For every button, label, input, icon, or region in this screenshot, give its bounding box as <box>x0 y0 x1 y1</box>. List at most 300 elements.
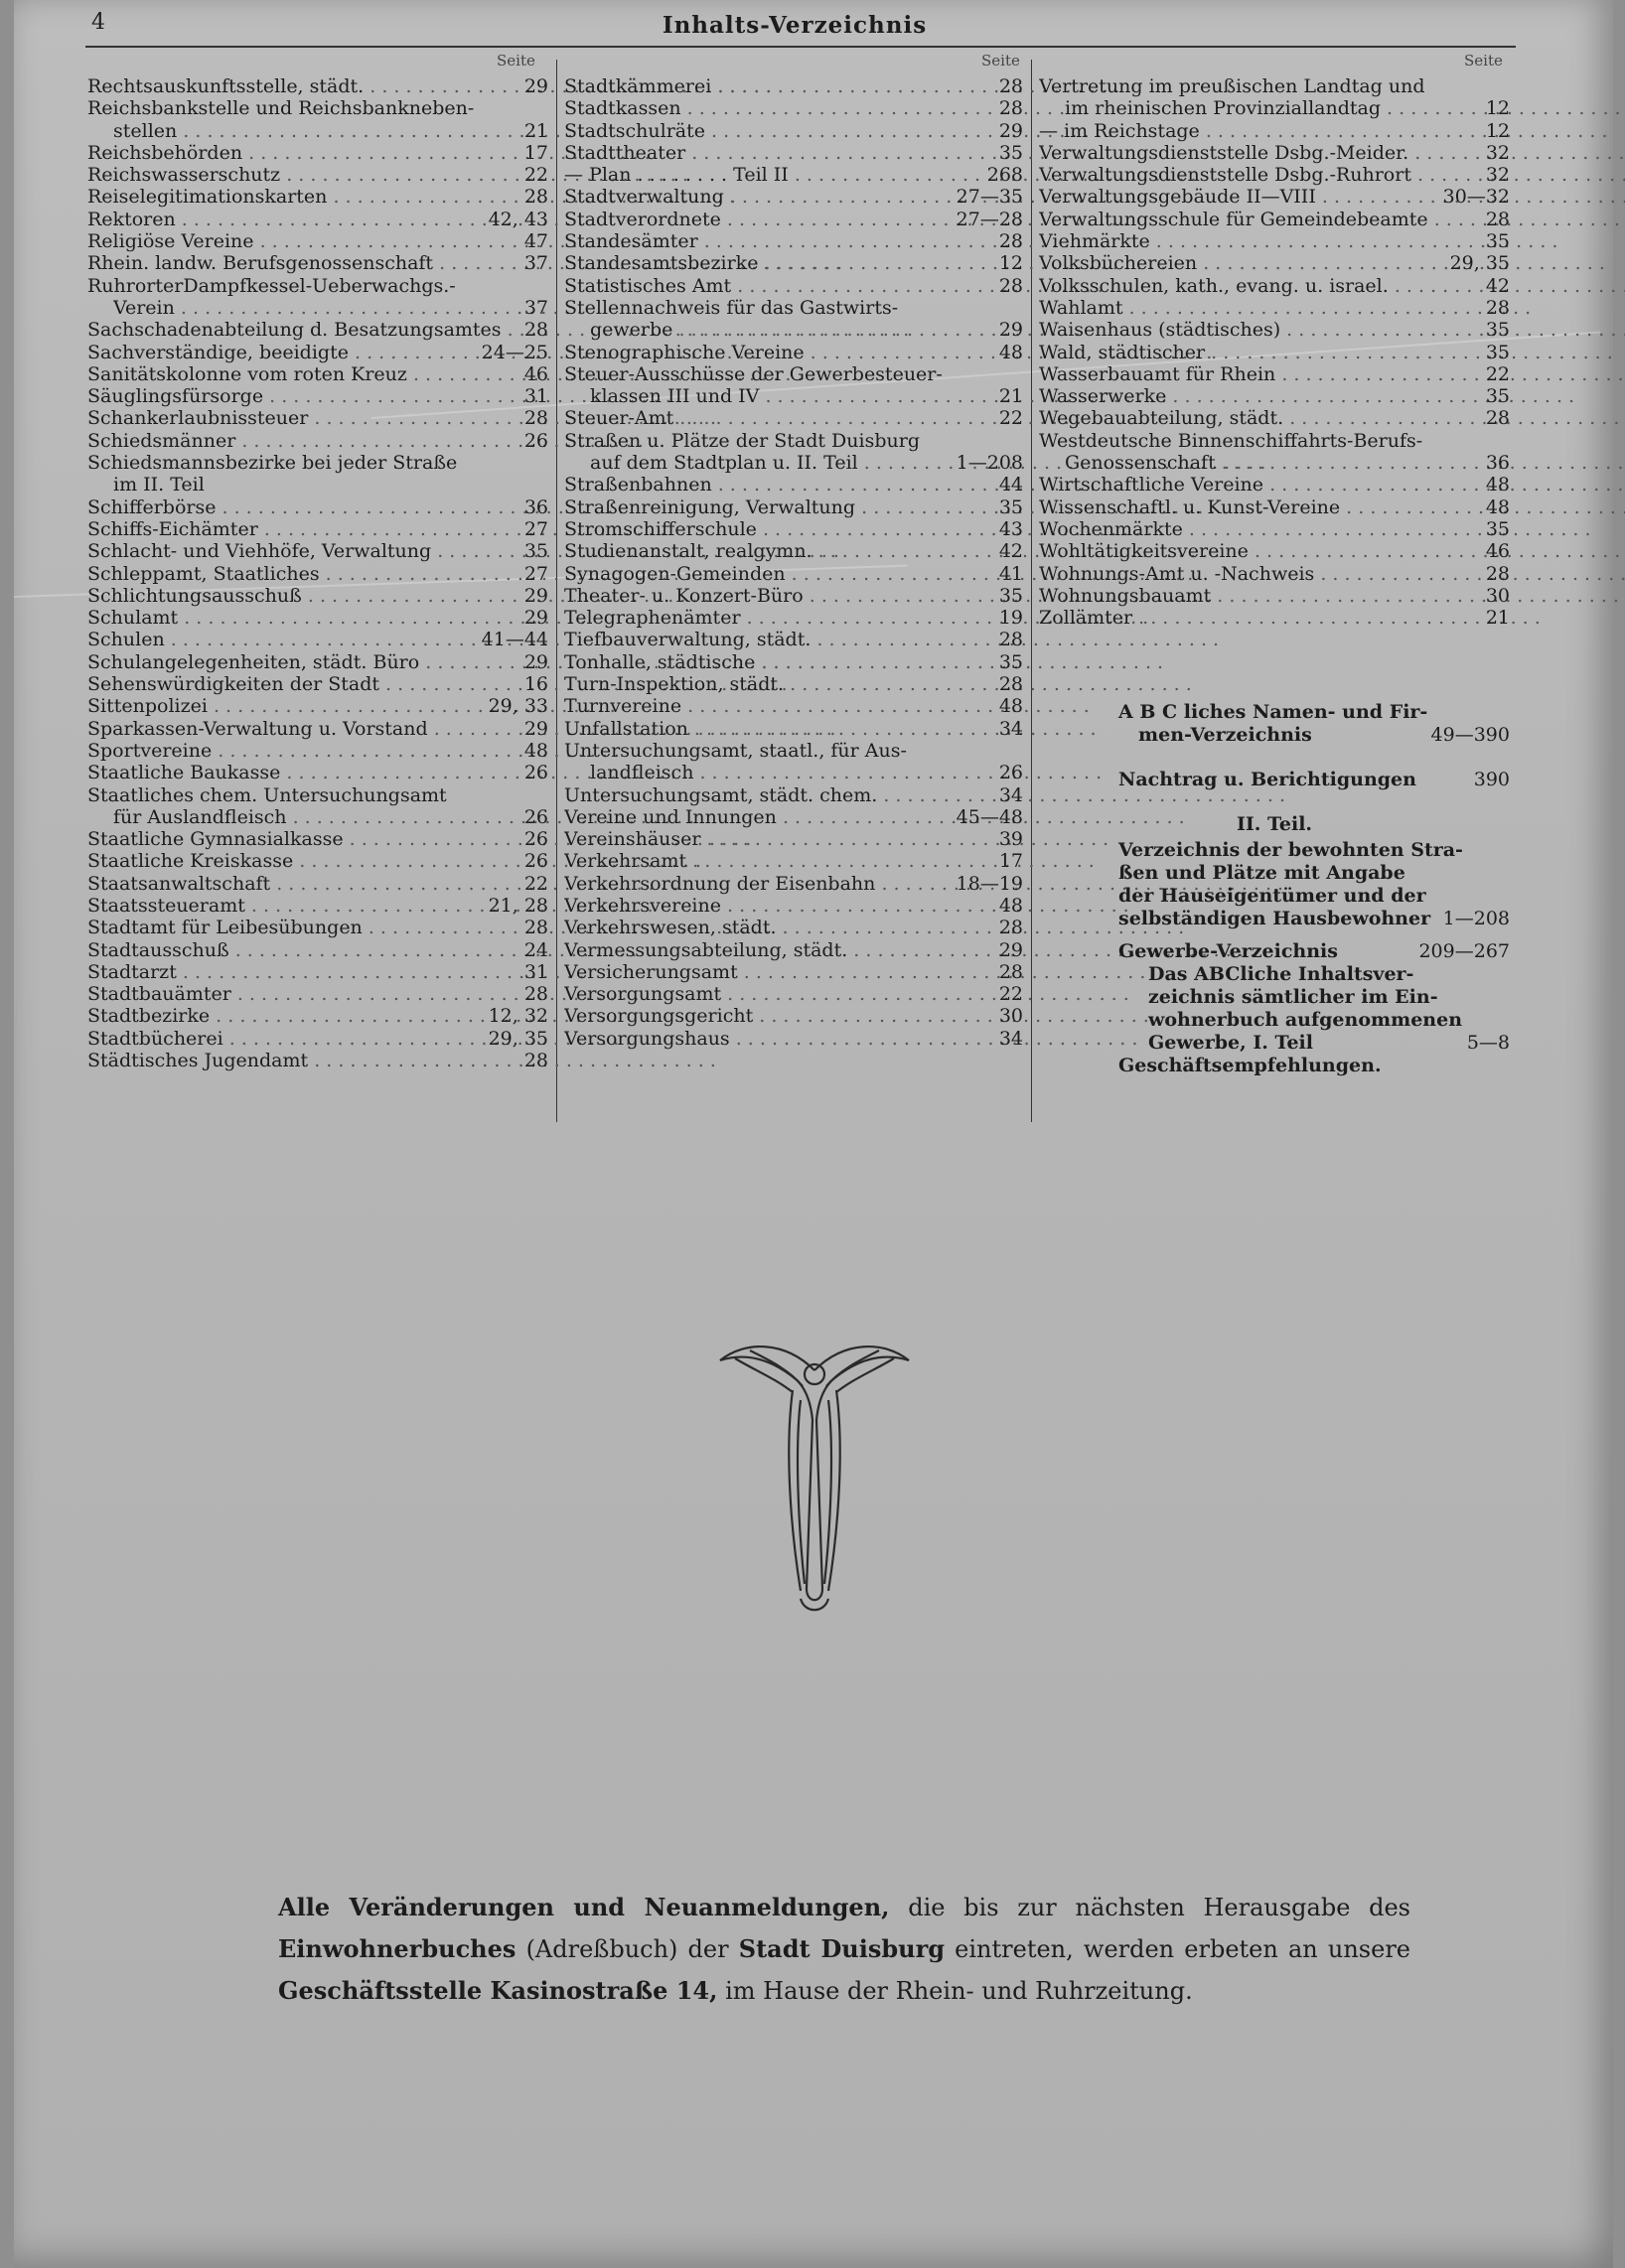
index-entry <box>564 252 1023 274</box>
index-entry-page: 29 <box>998 938 1023 961</box>
index-entry <box>1039 518 1510 540</box>
index-entry-title: Säuglingsfürsorge . . . <box>87 385 671 407</box>
notice-part: (Adreßbuch) der <box>516 1935 739 1963</box>
index-column-3 <box>1039 75 1510 629</box>
seite-label: Seite <box>497 52 535 70</box>
index-entry <box>1039 75 1510 97</box>
abc-entry: A B C liches Namen- und Fir- <box>1118 701 1428 723</box>
index-entry-title: Stromschifferschule . . . <box>564 518 1165 540</box>
index-entry <box>564 407 1023 429</box>
index-entry-title: Stadtbezirke . . . <box>87 1005 618 1027</box>
index-entry-page: 30 <box>998 1005 1023 1028</box>
index-entry-title: Schlacht- und Viehhöfe, Verwaltung . . . <box>87 540 839 562</box>
index-entry <box>1039 319 1510 341</box>
index-entry <box>564 97 1023 119</box>
index-entry-title: Telegraphenämter . . . <box>564 607 1148 629</box>
index-entry-page: 41—44 <box>481 629 548 651</box>
notice-part: Alle Veränderungen und Neuanmeldungen, <box>278 1893 890 1921</box>
index-entry-page: 26 <box>523 805 548 828</box>
index-entry-page: 18—19 <box>956 872 1023 895</box>
index-entry-title: Schleppamt, Staatliches . . . <box>87 563 727 585</box>
index-entry-page: 1—208 <box>956 452 1023 475</box>
index-entry-page: 21, 28 <box>488 894 548 917</box>
index-entry-title: Versorgungsamt . . . <box>564 983 1129 1005</box>
index-entry-title: Standesamtsbezirke . . . <box>564 252 1166 274</box>
index-entry-page: 35 <box>998 141 1023 164</box>
index-entry-page: 48 <box>523 739 548 762</box>
index-entry-page: 27—28 <box>956 208 1023 230</box>
index-entry <box>87 762 548 783</box>
teil2-line <box>1118 862 1510 885</box>
index-entry-title: Schlichtungsausschuß . . . <box>87 585 710 607</box>
page-number: 4 <box>91 10 105 35</box>
abc-inhalt-line <box>1148 1009 1510 1032</box>
nachtrag-entry: Nachtrag u. Berichtigungen 390 <box>1118 769 1510 790</box>
index-entry-title: Vermessungsabteilung, städt. . . . <box>564 939 1256 961</box>
index-entry-title: auf dem Stadtplan u. II. Teil . . . <box>590 452 1265 474</box>
index-entry-title: Staatliche Kreiskasse . . . <box>87 850 701 872</box>
index-entry-page: 29 <box>523 584 548 607</box>
index-entry <box>564 895 1023 917</box>
index-entry-title: Versorgungshaus . . . <box>564 1028 1137 1050</box>
index-entry <box>564 319 1023 341</box>
index-entry <box>87 673 548 695</box>
abc-inhalt-line-text: zeichnis sämtlicher im Ein- <box>1148 986 1438 1008</box>
index-entry-page: 22 <box>1485 362 1510 385</box>
index-entry <box>87 917 548 938</box>
gewerbe-entry: Gewerbe-Verzeichnis 209—267 <box>1118 940 1510 962</box>
index-entry <box>564 762 1023 783</box>
index-entry <box>87 430 548 452</box>
index-entry-page: 35 <box>998 584 1023 607</box>
index-entry-page: 26 <box>998 762 1023 784</box>
index-entry-title: Reichswasserschutz . . . <box>87 164 688 186</box>
seite-label: Seite <box>1464 52 1503 70</box>
index-entry-title: Schifferbörse . . . <box>87 496 624 518</box>
index-entry-title: Viehmärkte . . . <box>1039 230 1557 252</box>
teil2-line-text: Verzeichnis der bewohnten Stra- <box>1118 839 1463 861</box>
index-entry-title: Wald, städtischer . . . <box>1039 342 1613 363</box>
index-entry <box>87 540 548 562</box>
index-entry-page: 34 <box>998 783 1023 806</box>
index-column-1 <box>87 75 548 1071</box>
index-entry-page: 28 <box>523 407 548 430</box>
index-entry-page: 32 <box>1485 141 1510 164</box>
index-entry-page: 48 <box>998 695 1023 718</box>
index-entry-page: 30 <box>1485 584 1510 607</box>
index-entry-title: Verwaltungsgebäude II—VIII . . . <box>1039 186 1625 208</box>
index-entry-title: Rechtsauskunftsstelle, städt. . . . <box>87 75 772 97</box>
index-entry-title: Theater- u. Konzert-Büro . . . <box>564 585 1211 607</box>
index-entry-title: Zollämter . . . <box>1039 607 1541 629</box>
index-entry <box>87 230 548 252</box>
index-entry <box>1039 186 1510 208</box>
index-entry <box>1039 97 1510 119</box>
index-entry <box>87 518 548 540</box>
index-entry-title: Sachschadenabteilung d. Besatzungsamtes . . . <box>87 319 909 341</box>
index-entry <box>564 496 1023 518</box>
index-entry-title: Sittenpolizei . . . <box>87 695 616 717</box>
index-entry-title: Stadtverordnete . . . <box>564 209 1129 230</box>
index-entry-page: 42 <box>998 540 1023 563</box>
index-entry-page: 37 <box>523 252 548 275</box>
index-entry-title: gewerbe . . . <box>590 319 1081 341</box>
index-entry-page: 31 <box>523 385 548 408</box>
index-entry <box>564 607 1023 629</box>
index-entry-title: Schiffs-Eichämter . . . <box>87 518 665 540</box>
index-entry-page: 42 <box>1485 274 1510 297</box>
index-entry-title: Vereine und Innungen . . . <box>564 806 1185 828</box>
index-entry-page: 28 <box>1485 562 1510 585</box>
index-entry <box>87 186 548 208</box>
index-entry-title: Genossenschaft . . . <box>1065 452 1623 474</box>
index-entry <box>1039 252 1510 274</box>
index-entry-page: 22 <box>523 164 548 187</box>
abc-inhalt-line <box>1148 963 1510 986</box>
index-entry-title: Tiefbauverwaltung, städt. . . . <box>564 629 1219 650</box>
index-entry-title: Staatliche Gymnasialkasse . . . <box>87 828 751 850</box>
index-entry-title: Stadttheater . . . <box>564 142 1094 164</box>
index-entry <box>1039 120 1510 142</box>
index-entry-page: 24—25 <box>481 341 548 363</box>
index-entry-title: Rhein. landw. Berufsgenossenschaft . . . <box>87 252 841 274</box>
index-entry-title: Stenographische Vereine . . . <box>564 342 1212 363</box>
abc-inhalt-entry <box>1148 963 1510 1055</box>
index-entry-page: 36 <box>523 496 548 518</box>
index-entry-page: 47 <box>523 230 548 253</box>
index-entry-title: Volksschulen, kath., evang. u. israel. . . . <box>1039 275 1625 297</box>
index-entry-title: Stadtarzt . . . <box>87 961 585 983</box>
index-entry-page: 46 <box>1485 540 1510 563</box>
index-entry <box>564 983 1023 1005</box>
index-entry <box>564 186 1023 208</box>
index-entry-page: 35 <box>523 540 548 563</box>
index-entry <box>87 939 548 961</box>
index-entry <box>87 164 548 186</box>
index-entry <box>87 607 548 629</box>
abc-inhalt-line <box>1148 986 1510 1009</box>
index-entry-title: RuhrorterDampfkessel-Ueberwachgs.- <box>87 274 456 297</box>
index-entry-title: Steuer-Amt . . . <box>564 407 1082 429</box>
index-entry <box>1039 209 1510 230</box>
index-entry <box>564 718 1023 740</box>
index-entry <box>564 297 1023 319</box>
index-entry <box>564 540 1023 562</box>
index-entry-title: Verein . . . <box>113 297 583 319</box>
header-rule <box>85 46 1516 48</box>
index-entry-title: Schankerlaubnissteuer . . . <box>87 407 716 429</box>
teil2-line <box>1118 908 1510 930</box>
index-entry-page: 48 <box>1485 496 1510 518</box>
index-entry <box>1039 430 1510 452</box>
index-entry-title: Religiöse Vereine . . . <box>87 230 662 252</box>
index-column-2 <box>564 75 1023 1050</box>
index-entry-title: Waisenhaus (städtisches) . . . <box>1039 319 1625 341</box>
index-entry-title: Wahlamt . . . <box>1039 297 1531 319</box>
index-entry-title: Unfallstation . . . <box>564 718 1097 740</box>
index-entry <box>1039 297 1510 319</box>
index-entry <box>564 230 1023 252</box>
index-entry <box>87 142 548 164</box>
index-entry-title: Stadtverwaltung . . . <box>564 186 1131 208</box>
index-entry <box>564 342 1023 363</box>
index-entry <box>1039 407 1510 429</box>
index-entry-page: 28 <box>1485 296 1510 319</box>
index-entry-title: Volksbüchereien . . . <box>1039 252 1605 274</box>
index-entry-title: Stadtkämmerei . . . <box>564 75 1119 97</box>
index-entry-title: Staatssteueramt . . . <box>87 895 654 917</box>
index-entry <box>1039 585 1510 607</box>
index-entry-page: 39 <box>998 828 1023 851</box>
index-entry-title: Turnvereine . . . <box>564 695 1090 717</box>
index-entry-title: Rektoren . . . <box>87 209 583 230</box>
index-entry-title: Verwaltungsdienststelle Dsbg.-Ruhrort . . . <box>1039 164 1625 186</box>
index-entry-title: Standesämter . . . <box>564 230 1106 252</box>
index-entry-title: Verkehrsvereine . . . <box>564 895 1129 917</box>
index-entry-page: 37 <box>523 296 548 319</box>
index-entry <box>87 983 548 1005</box>
teil2-page: 1—208 <box>1442 908 1510 929</box>
index-entry-page: 35 <box>1485 517 1510 540</box>
index-entry <box>1039 164 1510 186</box>
index-entry <box>87 1028 548 1050</box>
index-entry-page: 28 <box>523 983 548 1006</box>
index-entry-page: 28 <box>998 75 1023 97</box>
index-entry-page: 28 <box>998 917 1023 939</box>
index-entry-title: Sportvereine . . . <box>87 740 620 762</box>
index-entry-page: 17 <box>998 850 1023 873</box>
index-entry <box>87 1050 548 1071</box>
index-entry-title: Wegebauabteilung, städt. . . . <box>1039 407 1625 429</box>
index-entry-page: 43 <box>998 517 1023 540</box>
index-entry <box>564 1028 1023 1050</box>
index-entry <box>87 563 548 585</box>
index-entry-page: 28 <box>998 97 1023 120</box>
teil2-line-text: selbständigen Hausbewohner <box>1118 908 1431 929</box>
index-entry-page: 35 <box>1485 230 1510 253</box>
index-entry-page: 28 <box>523 1050 548 1072</box>
index-entry-page: 28 <box>998 230 1023 253</box>
index-entry <box>564 917 1023 938</box>
index-entry <box>87 718 548 740</box>
index-entry-title: Wohnungs-Amt u. -Nachweis . . . <box>1039 563 1625 585</box>
index-entry-title: Straßenbahnen . . . <box>564 474 1119 496</box>
index-entry-title: — Plan . . . . . . . . Teil II . . . <box>564 164 1197 186</box>
index-entry-title: — im Reichstage . . . <box>1039 120 1608 142</box>
index-entry-title: Stadtamt für Leibesübungen . . . <box>87 917 771 938</box>
index-entry <box>87 806 548 828</box>
index-entry <box>87 828 548 850</box>
index-entry-page: 26 <box>523 762 548 784</box>
index-entry <box>564 695 1023 717</box>
index-entry <box>564 452 1023 474</box>
index-entry <box>87 496 548 518</box>
index-entry <box>564 740 1023 762</box>
index-entry-page: 29, 33 <box>488 695 548 718</box>
index-entry <box>87 585 548 607</box>
index-entry <box>564 563 1023 585</box>
index-entry <box>87 695 548 717</box>
index-entry <box>564 961 1023 983</box>
index-entry <box>564 1005 1023 1027</box>
index-entry-title: Schulangelegenheiten, städt. Büro . . . <box>87 651 827 673</box>
notice-paragraph <box>278 1887 1410 2012</box>
index-entry-title: Verkehrsamt . . . <box>564 850 1095 872</box>
index-entry-title: Stadtausschuß . . . <box>87 939 637 961</box>
index-entry-title: Steuer-Ausschüsse der Gewerbesteuer- <box>564 362 943 385</box>
index-entry-title: Sachverständige, beeidigte . . . <box>87 342 757 363</box>
abc-entry-cont: men-Verzeichnis 49—390 <box>1138 724 1510 746</box>
index-entry-title: Straßenreinigung, Verwaltung . . . <box>564 496 1263 518</box>
index-entry <box>1039 563 1510 585</box>
teil2-line-text: ßen und Plätze mit Angabe <box>1118 862 1405 884</box>
index-entry <box>1039 363 1510 385</box>
index-entry <box>1039 342 1510 363</box>
index-entry <box>564 784 1023 806</box>
index-entry-page: 28 <box>523 319 548 342</box>
index-entry-page: 24 <box>523 938 548 961</box>
index-entry-title: Westdeutsche Binnenschiffahrts-Berufs- <box>1039 429 1423 452</box>
index-entry-page: 21 <box>523 119 548 142</box>
index-entry-page: 30—32 <box>1442 186 1510 209</box>
index-entry-page: 28 <box>998 673 1023 696</box>
index-entry-page: 35 <box>998 496 1023 518</box>
index-entry <box>564 806 1023 828</box>
index-entry-title: Straßen u. Plätze der Stadt Duisburg <box>564 429 920 452</box>
index-entry-page: 26 <box>523 850 548 873</box>
index-entry <box>564 629 1023 650</box>
index-entry <box>564 164 1023 186</box>
index-entry-page: 48 <box>998 894 1023 917</box>
index-entry-page: 29, 35 <box>488 1027 548 1050</box>
index-entry <box>564 518 1023 540</box>
index-entry-page: 28 <box>523 186 548 209</box>
index-entry <box>87 97 548 119</box>
notice-part: Stadt Duisburg <box>738 1934 946 1963</box>
index-entry-page: 27 <box>523 517 548 540</box>
index-entry-title: Reiselegitimationskarten . . . <box>87 186 735 208</box>
index-entry <box>564 363 1023 385</box>
index-entry <box>87 319 548 341</box>
appendix-block <box>1039 701 1510 1077</box>
index-entry-page: 19 <box>998 607 1023 630</box>
index-entry-title: Untersuchungsamt, staatl., für Aus- <box>564 739 907 762</box>
index-entry <box>564 673 1023 695</box>
index-entry-title: Versorgungsgericht . . . <box>564 1005 1161 1027</box>
index-entry-page: 22 <box>523 872 548 895</box>
index-entry-page: 22 <box>998 407 1023 430</box>
index-entry-page: 35 <box>1485 319 1510 342</box>
geschaeft-entry: Geschäftsempfehlungen. <box>1118 1055 1382 1076</box>
index-entry <box>1039 452 1510 474</box>
index-entry <box>87 452 548 474</box>
index-entry-page: 28 <box>998 960 1023 983</box>
index-entry-page: 27—35 <box>956 186 1023 209</box>
notice-part: Einwohnerbuches <box>278 1934 517 1963</box>
index-entry <box>564 385 1023 407</box>
index-entry-page: 26 <box>523 429 548 452</box>
index-entry-page: 21 <box>1485 607 1510 630</box>
index-entry <box>1039 540 1510 562</box>
index-entry <box>87 275 548 297</box>
index-entry-title: Reichsbehörden . . . <box>87 142 651 164</box>
index-entry <box>1039 230 1510 252</box>
index-entry-page: 35 <box>1485 341 1510 363</box>
index-entry-page: 29 <box>523 75 548 97</box>
index-entry-title: Sparkassen-Verwaltung u. Vorstand . . . <box>87 718 835 740</box>
index-entry-page: 41 <box>998 562 1023 585</box>
index-entry <box>87 363 548 385</box>
index-entry-title: klassen III und IV . . . <box>590 385 1167 407</box>
index-entry <box>564 275 1023 297</box>
index-entry-page: 29, 35 <box>1449 252 1510 275</box>
index-entry-page: 12, 32 <box>488 1005 548 1028</box>
index-entry-page: 34 <box>998 1027 1023 1050</box>
index-entry-title: Verwaltungsschule für Gemeindebeamte . . . <box>1039 209 1625 230</box>
index-entry <box>564 850 1023 872</box>
index-entry-title: Statistisches Amt . . . <box>564 275 1139 297</box>
abc-inhalt-line <box>1148 1032 1510 1055</box>
index-entry-page: 31 <box>523 960 548 983</box>
index-entry <box>1039 385 1510 407</box>
index-entry-title: Schiedsmänner . . . <box>87 430 644 452</box>
index-entry-page: 45—48 <box>956 805 1023 828</box>
index-entry <box>87 252 548 274</box>
index-entry <box>564 430 1023 452</box>
index-entry-title: Turn-Inspektion, städt. . . . <box>564 673 1192 695</box>
index-entry-page: 12 <box>998 252 1023 275</box>
index-entry-page: 12 <box>1485 119 1510 142</box>
index-entry-page: 12 <box>1485 97 1510 120</box>
index-entry-page: 28 <box>998 629 1023 651</box>
index-entry-title: Staatsanwaltschaft . . . <box>87 873 678 895</box>
abc-inhalt-line-text: Das ABCliche Inhaltsver- <box>1148 963 1414 985</box>
index-entry-page: 29 <box>523 650 548 673</box>
index-entry-page: 29 <box>523 717 548 740</box>
index-entry-title: Wissenschaftl. u. Kunst-Vereine . . . <box>1039 496 1625 518</box>
index-entry <box>564 651 1023 673</box>
index-entry <box>564 939 1023 961</box>
index-entry-title: Wasserbauamt für Rhein . . . <box>1039 363 1625 385</box>
index-entry <box>564 585 1023 607</box>
index-entry-title: Versicherungsamt . . . <box>564 961 1145 983</box>
index-entry <box>1039 496 1510 518</box>
index-entry-page: 44 <box>998 474 1023 496</box>
index-entry-page: 34 <box>998 717 1023 740</box>
index-entry <box>1039 275 1510 297</box>
index-entry-title: landfleisch . . . <box>590 762 1102 783</box>
index-entry <box>87 75 548 97</box>
index-entry-title: stellen . . . <box>113 120 585 142</box>
index-entry-title: Vertretung im preußischen Landtag und <box>1039 75 1425 97</box>
index-entry-title: Verkehrswesen, städt. . . . <box>564 917 1184 938</box>
index-entry-title: Schulamt . . . <box>87 607 586 629</box>
index-entry <box>564 474 1023 496</box>
index-entry-page: 29 <box>998 319 1023 342</box>
index-entry-page: 28 <box>1485 208 1510 230</box>
index-entry <box>87 342 548 363</box>
index-entry-title: für Auslandfleisch . . . <box>113 806 694 828</box>
index-entry-title: Wochenmärkte . . . <box>1039 518 1591 540</box>
index-entry-title: Studienanstalt, realgymn. . . . <box>564 540 1220 562</box>
index-entry <box>87 407 548 429</box>
index-entry <box>87 961 548 983</box>
index-entry-page: 48 <box>998 341 1023 363</box>
index-entry-page: 21 <box>998 385 1023 408</box>
index-entry <box>564 873 1023 895</box>
index-entry <box>87 873 548 895</box>
index-entry-title: Staatliche Baukasse . . . <box>87 762 688 783</box>
